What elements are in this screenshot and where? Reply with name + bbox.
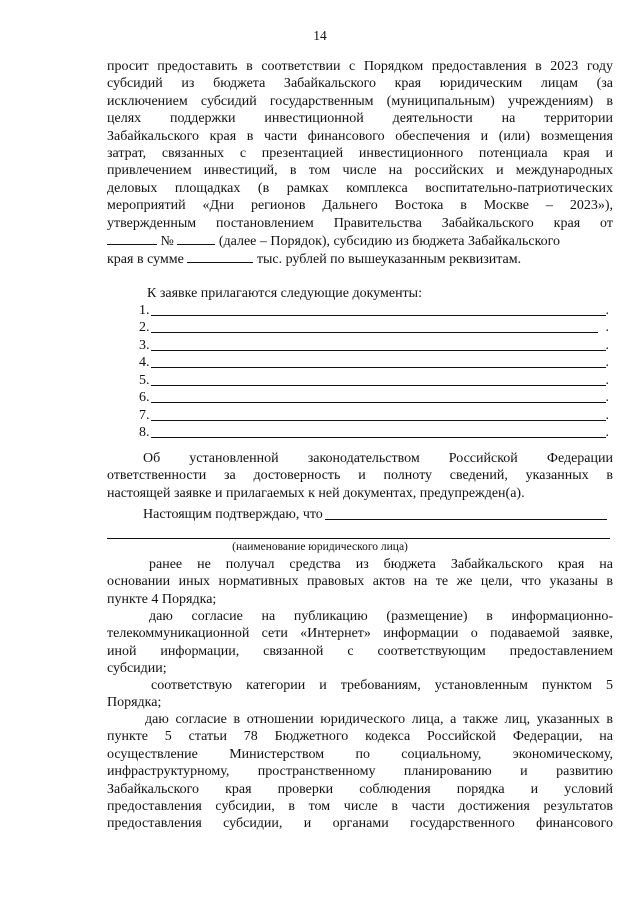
intro-line: просит предоставить в соответствии с Порядком предоставления в 2023 году — [107, 59, 613, 74]
sum-line — [107, 250, 613, 268]
attachment-number: 4. — [139, 355, 150, 370]
attachment-item: 8. . — [139, 425, 609, 440]
attachment-number: 5. — [139, 372, 150, 388]
intro-line: исключением субсидий государственным (муниципальным) учреждениям) в — [107, 93, 613, 109]
attachment-item: 7. . — [139, 407, 609, 423]
attachments-title: К заявке прилагаются следующие документы: — [147, 286, 422, 301]
attachment-number: 2. — [139, 320, 150, 335]
confirm-text: Настоящим подтверждаю, что — [143, 507, 323, 522]
attachment-blank[interactable] — [151, 304, 606, 316]
statement-line: даю согласие на публикацию (размещение) в информационно- — [149, 609, 613, 624]
intro-line: целях поддержки инвестиционной деятельности на территории — [107, 111, 613, 127]
sum-suffix: тыс. рублей по вышеуказанным реквизитам. — [256, 252, 522, 268]
responsibility-line: Об установленной законодательством Российской Федерации — [143, 451, 613, 466]
attachment-blank[interactable] — [151, 409, 606, 421]
statement-2 — [107, 608, 613, 678]
attachments-list — [139, 301, 609, 441]
statement-line: соответствую категории и требованиям, установленным пунктом 5 — [151, 678, 613, 693]
statement-line: основании иных нормативных правовых актов на те же цели, что указаны в — [107, 574, 613, 590]
attachment-item: 2. . — [139, 320, 609, 335]
attachment-number: 1. — [139, 302, 150, 318]
attachment-blank[interactable] — [151, 426, 606, 438]
attachment-blank[interactable] — [151, 374, 606, 386]
legal-entity-blank[interactable] — [325, 508, 607, 520]
statement-line: субсидии; — [107, 661, 167, 677]
attachment-number: 6. — [139, 390, 150, 405]
legal-entity-caption: (наименование юридического лица) — [232, 541, 408, 553]
intro-line: привлечением инвестиций, в том числе на российских и международных — [107, 163, 613, 179]
statement-line: пункте 5 статьи 78 Бюджетного кодекса Российской Федерации, на — [107, 729, 613, 745]
order-date-blank[interactable] — [107, 232, 157, 245]
statement-line: пункте 4 Порядка; — [107, 591, 217, 607]
statement-4 — [107, 711, 613, 833]
statement-line: предоставления субсидии, и органами государственного финансового — [107, 816, 613, 832]
intro-line: деловых площадках (в рамках комплекса воспитательно-патриотических — [107, 180, 613, 196]
statement-line: Забайкальского края проверки соблюдения порядка и условий — [107, 781, 613, 797]
responsibility-paragraph — [107, 450, 613, 502]
responsibility-line: настоящей заявке и прилагаемых к ней документах, предупрежден(а). — [107, 485, 525, 501]
intro-line: мероприятий «Дни регионов Дальнего Востока в Москве – 2023»), — [107, 198, 613, 214]
intro-line: субсидий из бюджета Забайкальского края юридическим лицам (за — [107, 76, 613, 92]
statement-line: телекоммуникационной сети «Интернет» информации о подаваемой заявке, — [107, 626, 613, 642]
statement-line: Порядка; — [107, 695, 162, 711]
order-line-text: (далее – Порядок), субсидию из бюджета Забайкальского — [218, 234, 561, 250]
attachment-blank[interactable] — [151, 356, 606, 368]
attachment-item: 4. . — [139, 355, 609, 370]
attachment-blank[interactable] — [151, 321, 598, 333]
attachment-item: 1. . — [139, 302, 609, 318]
order-number-sign: № — [160, 234, 174, 250]
sum-blank[interactable] — [187, 250, 253, 263]
attachment-number: 7. — [139, 407, 150, 423]
order-line — [107, 232, 613, 250]
attachment-blank[interactable] — [151, 391, 606, 403]
sum-prefix: края в сумме — [107, 252, 184, 268]
statement-line: даю согласие в отношении юридического лица, а также лиц, указанных в — [145, 712, 613, 727]
attachment-item: 3. . — [139, 337, 609, 353]
statement-1 — [107, 556, 613, 608]
intro-paragraph — [107, 58, 613, 269]
statement-line: инфраструктурному, пространственному планированию и развитию — [107, 764, 613, 780]
attachment-number: 8. — [139, 425, 150, 440]
intro-line: утвержденным постановлением Правительства Забайкальского края от — [107, 215, 613, 231]
confirm-line — [143, 507, 607, 523]
statement-line: осуществление Министерством по социальному, экономическому, — [107, 746, 613, 762]
legal-entity-blank-continued[interactable] — [107, 538, 610, 539]
page-number: 14 — [313, 28, 327, 43]
attachment-item: 6. . — [139, 390, 609, 405]
order-number-blank[interactable] — [177, 232, 215, 245]
intro-line: Забайкальского края в части финансового обеспечения и (или) возмещения — [107, 128, 613, 144]
statement-3 — [107, 677, 613, 712]
attachment-item: 5. . — [139, 372, 609, 388]
statement-line: ранее не получал средства из бюджета Забайкальского края на — [149, 557, 613, 572]
statement-line: предоставления субсидии, в том числе в части достижения результатов — [107, 799, 613, 815]
intro-line: затрат, связанных с презентацией инвестиционного потенциала края и — [107, 146, 613, 162]
attachment-number: 3. — [139, 337, 150, 353]
statement-line: иной информации, связанной с соответствующим предоставлением — [107, 643, 613, 659]
responsibility-line: ответственности за достоверность и полноту сведений, указанных в — [107, 468, 613, 484]
attachment-blank[interactable] — [151, 339, 606, 351]
